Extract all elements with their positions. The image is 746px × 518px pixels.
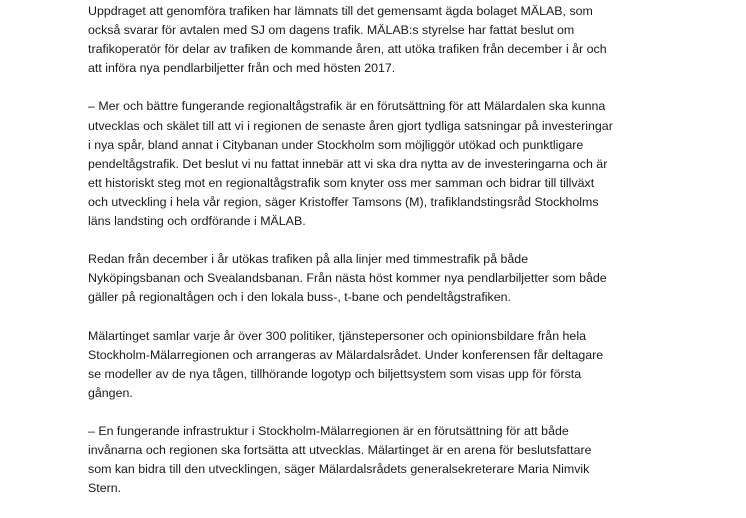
text-line: läns landsting och ordförande i MÄLAB.	[88, 214, 306, 229]
text-line: utvecklas och skälet till att vi i regionen de senaste åren gjort tydliga satsningar på investeringar	[88, 118, 613, 133]
paragraph-quote-nimvik-stern	[88, 422, 688, 498]
paragraph-quote-tamsons	[88, 97, 688, 231]
text-line: att införa nya pendlarbiljetter från och med hösten 2017.	[88, 61, 396, 76]
text-line: ett historiskt steg mot en regionaltågstrafik som knyter oss mer samman och bidrar till tillväxt	[88, 175, 595, 190]
text-line: pendeltågstrafik. Det beslut vi nu fattat innebär att vi ska dra nytta av de investeringarna och är	[88, 156, 608, 171]
text-line: Stockholm-Mälarregionen och arrangeras av Mälardalsrådet. Under konferensen får deltagare	[88, 347, 604, 362]
document-body	[88, 2, 688, 518]
text-line: trafikoperatör för delar av trafiken de kommande åren, att utöka trafiken från december i år och	[88, 42, 607, 57]
text-line: Mälartinget samlar varje år över 300 politiker, tjänstepersoner och opinionsbildare från hela	[88, 328, 586, 343]
text-line: gäller på regionaltågen och i den lokala buss-, t-bane och pendeltågstrafiken.	[88, 290, 511, 305]
text-line: och utveckling i hela vår region, säger Kristoffer Tamsons (M), trafiklandstingsråd Stockholms	[88, 194, 599, 209]
text-line: – Mer och bättre fungerande regionaltågstrafik är en förutsättning för att Mälardalen ska kunna	[88, 99, 606, 114]
text-line: Redan från december i år utökas trafiken på alla linjer med timmestrafik på både	[88, 252, 529, 267]
text-line: – En fungerande infrastruktur i Stockholm-Mälarregionen är en förutsättning för att både	[88, 424, 569, 439]
paragraph-december-traffic	[88, 250, 688, 307]
paragraph-malartinget	[88, 327, 688, 403]
text-line: se modeller av de nya tågen, tillhörande logotyp och biljettsystem som visas upp för första	[88, 366, 582, 381]
text-line: Stern.	[88, 481, 122, 496]
paragraph-mandate	[88, 2, 688, 78]
text-line: Uppdraget att genomföra trafiken har lämnats till det gemensamt ägda bolaget MÄLAB, som	[88, 4, 593, 18]
text-line: i nya spår, bland annat i Citybanan under Stockholm som möjliggör utökad och punktligare	[88, 137, 584, 152]
text-line: också svarar för avtalen med SJ om dagens trafik. MÄLAB:s styrelse har fattat beslut om	[88, 23, 575, 38]
text-line: som kan bidra till den utvecklingen, säger Mälardalsrådets generalsekreterare Maria Nimvik	[88, 462, 590, 477]
text-line: invånarna och regionen ska fortsätta att utvecklas. Mälartinget är en arena för beslutsfattare	[88, 443, 592, 458]
text-line: gången.	[88, 385, 133, 400]
text-line: Nyköpingsbanan och Svealandsbanan. Från nästa höst kommer nya pendlarbiljetter som både	[88, 271, 607, 286]
